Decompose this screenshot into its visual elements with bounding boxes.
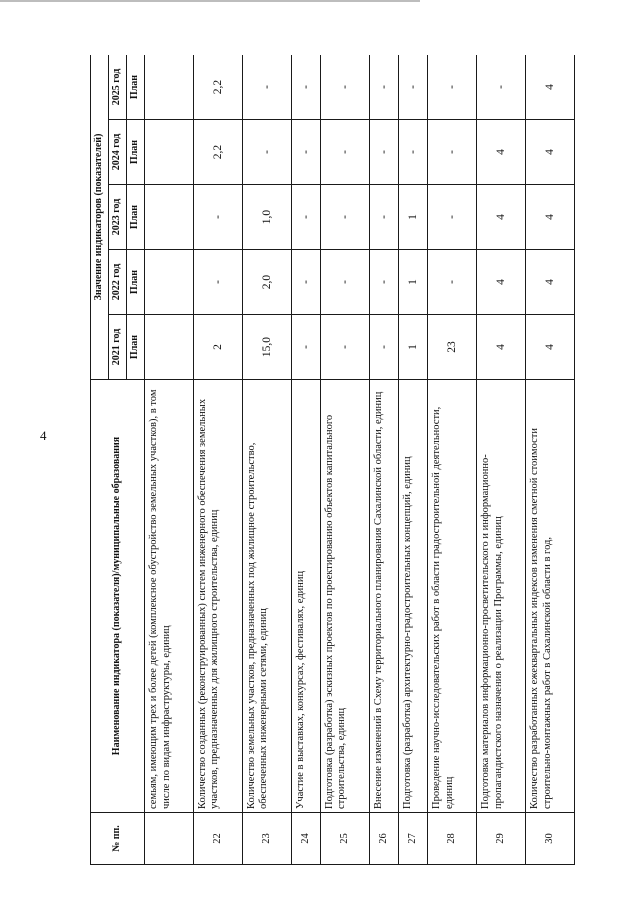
header-name: Наименование индикатора (показателя)/муниципальные образования <box>91 380 145 813</box>
table-row <box>428 55 477 865</box>
header-plan: План <box>127 185 145 250</box>
table-row <box>193 55 242 865</box>
indicator-value: 2 <box>193 315 242 380</box>
header-plan: План <box>127 315 145 380</box>
indicator-value: 2,2 <box>193 120 242 185</box>
indicator-value: 4 <box>477 315 526 380</box>
table-row <box>369 55 398 865</box>
indicator-value: - <box>291 120 320 185</box>
indicator-name: Проведение научно-исследовательских работ в области градостроительной деятельности, единиц <box>428 380 477 813</box>
header-plan: План <box>127 120 145 185</box>
indicator-value: 15,0 <box>242 315 291 380</box>
indicator-value: 4 <box>477 185 526 250</box>
indicators-table <box>90 55 575 865</box>
row-number: 30 <box>526 813 575 865</box>
header-group: Значение индикаторов (показателей) <box>91 55 109 380</box>
rotated-table-wrapper <box>90 55 575 865</box>
indicator-value: - <box>428 55 477 120</box>
indicator-value: 1 <box>399 185 428 250</box>
row-number: 28 <box>428 813 477 865</box>
table-row <box>145 55 194 865</box>
indicator-value: - <box>320 55 369 120</box>
header-num: № пп. <box>91 813 145 865</box>
header-plan: План <box>127 250 145 315</box>
indicator-value: 4 <box>526 55 575 120</box>
indicator-value: 1 <box>399 250 428 315</box>
indicator-name: Количество земельных участков, предназначенных под жилищное строительство, обеспеченных инженерными сетями, единиц <box>242 380 291 813</box>
indicator-name: Внесение изменений в Схему территориального планирования Сахалинской области, единиц <box>369 380 398 813</box>
table-row <box>242 55 291 865</box>
row-number: 23 <box>242 813 291 865</box>
indicator-value: - <box>428 185 477 250</box>
indicator-value: - <box>369 120 398 185</box>
row-number: 25 <box>320 813 369 865</box>
header-year: 2023 год <box>109 185 127 250</box>
row-number: 29 <box>477 813 526 865</box>
indicator-value: - <box>320 315 369 380</box>
table-row <box>320 55 369 865</box>
row-number: 24 <box>291 813 320 865</box>
indicator-value: 4 <box>526 250 575 315</box>
indicator-value: - <box>193 250 242 315</box>
indicator-name: Количество созданных (реконструированных) систем инженерного обеспечения земельных участков, предназначенных для жилищного строительства, единиц <box>193 380 242 813</box>
indicator-value: 2,0 <box>242 250 291 315</box>
row-number <box>145 813 194 865</box>
indicator-name: семьям, имеющим трех и более детей (комплексное обустройство земельных участков), в том числе по видам инфраструктуры, единиц <box>145 380 194 813</box>
indicator-value: - <box>369 315 398 380</box>
indicator-name: Количество разработанных ежеквартальных индексов изменения сметной стоимости строительно-монтажных работ в Сахалинской области в год, <box>526 380 575 813</box>
indicator-value: 4 <box>526 185 575 250</box>
header-year: 2022 год <box>109 250 127 315</box>
indicator-value: - <box>291 315 320 380</box>
indicator-value: - <box>242 120 291 185</box>
indicator-value: 23 <box>428 315 477 380</box>
indicator-value: 1,0 <box>242 185 291 250</box>
indicator-value: 4 <box>526 120 575 185</box>
table-row <box>526 55 575 865</box>
scan-edge-line <box>0 0 420 2</box>
indicator-value <box>145 185 194 250</box>
indicator-value: - <box>369 55 398 120</box>
indicator-value: 4 <box>526 315 575 380</box>
table-row <box>477 55 526 865</box>
table-row <box>291 55 320 865</box>
indicator-value: - <box>477 55 526 120</box>
indicator-value: - <box>242 55 291 120</box>
indicator-value: - <box>291 250 320 315</box>
indicator-value: - <box>320 185 369 250</box>
indicator-value: - <box>291 55 320 120</box>
header-year: 2021 год <box>109 315 127 380</box>
indicator-value <box>145 55 194 120</box>
indicator-value: 1 <box>399 315 428 380</box>
row-number: 26 <box>369 813 398 865</box>
header-year: 2024 год <box>109 120 127 185</box>
indicator-value: - <box>399 55 428 120</box>
header-plan: План <box>127 55 145 120</box>
indicator-name: Участие в выставках, конкурсах, фестивалях, единиц <box>291 380 320 813</box>
indicator-value: - <box>193 185 242 250</box>
indicator-value: - <box>369 185 398 250</box>
indicator-value: - <box>320 120 369 185</box>
indicator-value <box>145 120 194 185</box>
row-number: 22 <box>193 813 242 865</box>
indicator-value: - <box>428 120 477 185</box>
table-sheet <box>90 55 575 865</box>
indicator-value <box>145 315 194 380</box>
indicator-name: Подготовка (разработка) архитектурно-градостроительных концепций, единиц <box>399 380 428 813</box>
indicator-value: - <box>369 250 398 315</box>
indicator-value <box>145 250 194 315</box>
indicator-value: - <box>291 185 320 250</box>
indicator-value: 4 <box>477 250 526 315</box>
table-row <box>399 55 428 865</box>
row-number: 27 <box>399 813 428 865</box>
indicator-value: 4 <box>477 120 526 185</box>
indicator-value: - <box>320 250 369 315</box>
page-number: 4 <box>40 428 47 443</box>
indicator-name: Подготовка материалов информационно-просветительского и информационно-пропагандистского назначения о реализации Программы, единиц <box>477 380 526 813</box>
header-year: 2025 год <box>109 55 127 120</box>
indicator-value: 2,2 <box>193 55 242 120</box>
indicator-name: Подготовка (разработка) эскизных проектов по проектированию объектов капитального строительства, единиц <box>320 380 369 813</box>
indicator-value: - <box>399 120 428 185</box>
indicator-value: - <box>428 250 477 315</box>
